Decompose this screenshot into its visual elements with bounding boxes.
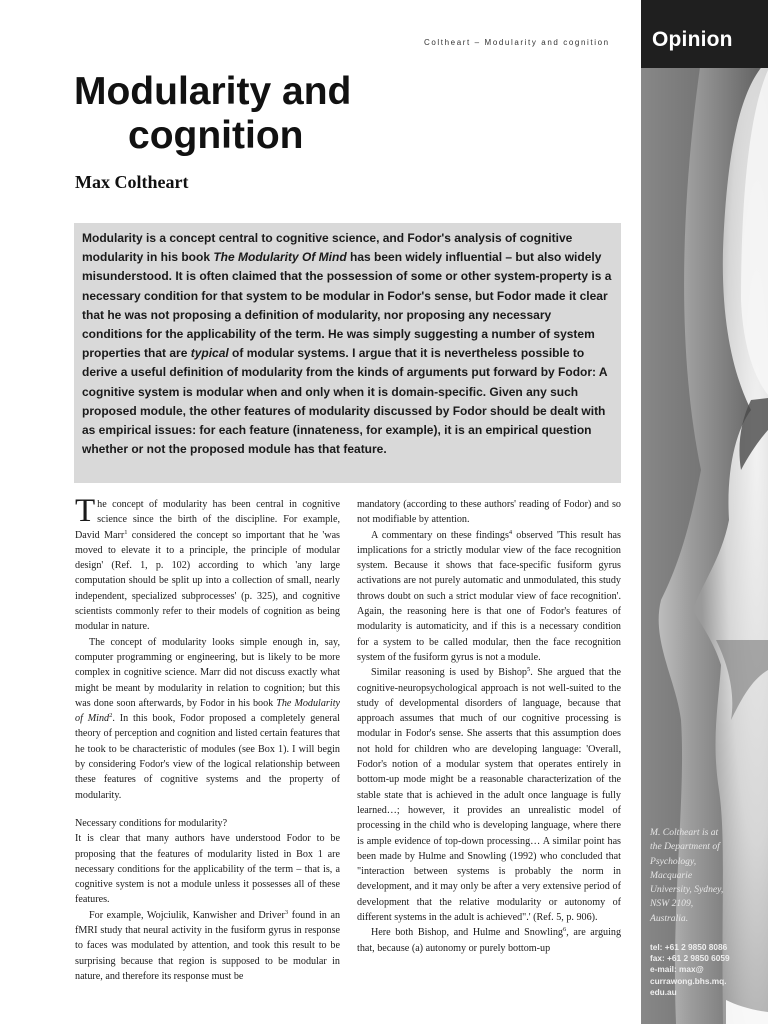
paragraph-text: , are arguing that, because (a) autonomy or purely bottom-up: [357, 927, 622, 954]
section-tab-opinion: Opinion: [641, 0, 768, 68]
paragraph: [357, 528, 621, 666]
title-line-1: Modularity and: [74, 70, 352, 113]
running-header: Coltheart – Modularity and cognition: [424, 38, 610, 47]
paragraph-text: considered the concept so important that he 'was moved to elevate it to a principle, the principle of modular design' (Ref. 1, p. 102) according to which 'any large computation should be split up into a collection of small, nearly independent, specialized subprocesses' (p. 325), and cognitive scientists commonly refer to their models of cognition as being modular in nature.: [75, 529, 340, 633]
reference-marker: 4: [508, 528, 513, 536]
reference-marker: 2: [109, 712, 113, 720]
article-title: [74, 70, 351, 158]
reference-marker: 5: [526, 666, 531, 674]
abstract-book-title: The Modularity Of Mind: [213, 250, 347, 265]
book-title: The Modularity of Mind: [75, 697, 340, 725]
abstract-text-3: of modular systems. I argue that it is nevertheless possible to derive a useful definition of modularity from the kinds of arguments put forward by Fodor: A cognitive system is modular when and only when it is domain-specific. Given any such proposed module, the other features of modularity discussed by Fodor should be dealt with as empirical issues: for each feature (innateness, for example), it is an empirical question whether or not the proposed module has that feature.: [82, 346, 608, 457]
paragraph-text: mandatory (according to these authors' reading of Fodor) and so not modifiable by attention.: [357, 499, 621, 526]
author-contact: tel: +61 2 9850 8086 fax: +61 2 9850 6059 e-mail: max@ currawong.bhs.mq. edu.au: [650, 942, 730, 997]
paragraph: [357, 497, 621, 528]
paragraph-text: For example, Wojciulik, Kanwisher and Driver: [89, 909, 285, 921]
author-affiliation-block: [650, 826, 765, 998]
paragraph-text: Here both Bishop, and Hulme and Snowling: [371, 927, 563, 939]
reference-marker: 1: [124, 528, 128, 536]
reference-marker: 6: [562, 926, 567, 934]
paragraph: [75, 908, 340, 984]
paragraph-text: Similar reasoning is used by Bishop: [371, 667, 527, 679]
abstract-text-2: has been widely influential – but also widely misunderstood. It is often claimed that the possession of some or other system-property is a necessary condition for that system to be modular in Fodor's sense, but Fodor made it clear that he was not proposing a definition of modularity, nor proposing any necessary conditions for the applicability of the term. He was simply suggesting a number of system properties that are: [82, 250, 612, 361]
abstract-text-1: Modularity is a concept central to cognitive science, and Fodor's analysis of cognitive modularity in his book: [82, 231, 573, 265]
paragraph-text: . In this book, Fodor proposed a completely general theory of perception and cognition and listed certain features that he took to be characteristic of modules (see Box 1). I will begin by considering Fodor's view of the logical relationship between these features of cognitive systems and the property of modularity.: [75, 713, 340, 801]
paragraph-text: he concept of modularity has been central in cognitive science since the birth of the discipline. For example, David Marr: [75, 499, 340, 541]
title-line-2: cognition: [128, 114, 304, 157]
right-column: [357, 497, 621, 956]
left-column: [75, 493, 341, 984]
paragraph: [75, 831, 340, 907]
abstract-box: [74, 223, 621, 483]
paragraph: [357, 665, 621, 925]
author-name: Max Coltheart: [75, 172, 189, 192]
abstract-typical: typical: [190, 346, 229, 361]
drop-cap: T: [75, 493, 96, 529]
paragraph-text: It is clear that many authors have understood Fodor to be proposing that the features of modularity listed in Box 1 are necessary conditions for the applicability of the term – that is, a cognitive system is not a module unless it possesses all of these features.: [75, 833, 340, 906]
paragraph-text: observed 'This result has implications for a strictly modular view of the face recognition system. Because it shows that face-specific fusiform gyrus activations are not purely automatic and unmodulated, this study throws doubt on such a strict modular view of face recognition'. Again, the reasoning here is that one of Fodor's features of modularity is automaticity, and if this is a necessary condition for a system to be called modular, then the face recognition system of the fusiform gyrus is not a module.: [357, 529, 621, 663]
paragraph-text: . She argued that the cognitive-neuropsychological approach is not well-suited to the study of developmental disorders of language, because that approach assumes that much of our cognitive processing is modular in Fodor's sense. She asserts that this assumption does not hold for children who are developing language: 'Overall, Fodor's notion of a modular system that operates entirely in bottom-up mode might be a reasonable characterization of the stable state that is achieved in the adult once language is fully learned…; however, it provides an unrealistic model of processing in the child who is developing language, where there is ample evidence of top-down processing… A similar point has been made by Hulme and Snowling (1992) who concluded that "interaction between systems is probably the norm in development, and it may only be after a very extensive period of development that the relative modularity or autonomy of different systems in the adult is achieved".' (Ref. 5, p. 906).: [357, 667, 622, 924]
paragraph: [75, 635, 340, 803]
paragraph: [357, 925, 621, 956]
paragraph-text: The concept of modularity looks simple enough in, say, computer programming or engineering, but is likely to be more complex in cognitive science. Marr did not discuss exactly what might be meant by modularity in relation to cognition; but this was done soon afterwards, by Fodor in his book: [75, 636, 340, 709]
section-heading: Necessary conditions for modularity?: [75, 817, 228, 829]
author-affiliation: M. Coltheart is at the Department of Psychology, Macquarie University, Sydney, NSW 2109, Australia.: [650, 827, 724, 924]
paragraph: [75, 493, 340, 635]
paragraph-text: found in an fMRI study that neural activity in the fusiform gyrus in response to faces was modulated by attention, and took this result to be surprising because that region is supposed to be modular in nature, and therefore its response must be: [75, 909, 341, 982]
reference-marker: 3: [284, 908, 289, 916]
paragraph-text: A commentary on these findings: [371, 529, 509, 541]
face-profile-photo: [641, 0, 768, 1024]
